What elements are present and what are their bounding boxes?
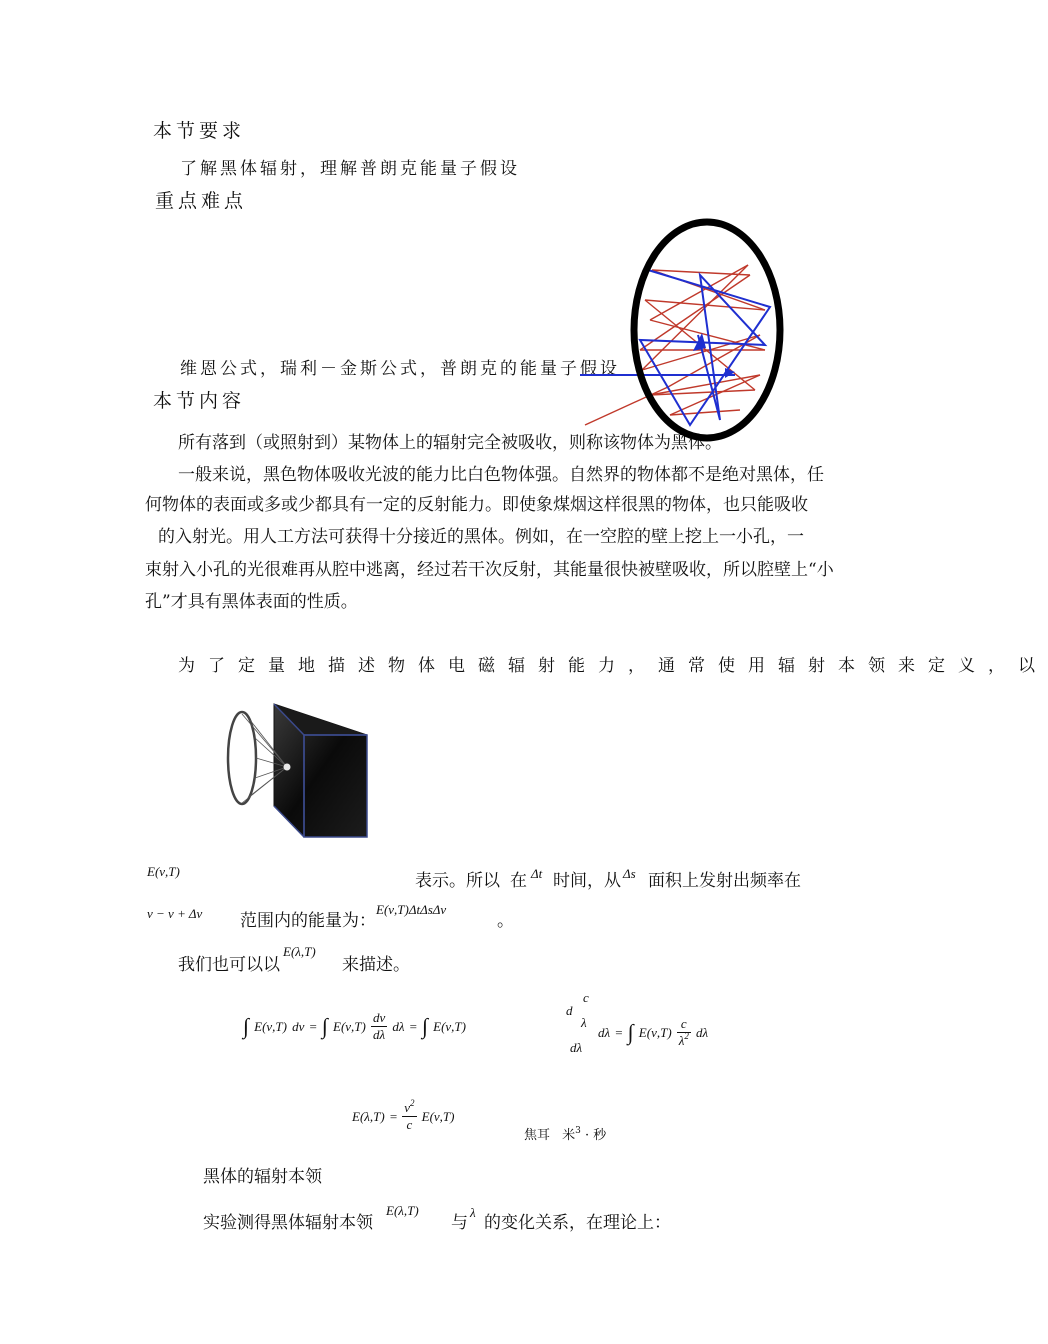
text-fragment: 与 (451, 1213, 468, 1233)
heading-content: 本节内容 (153, 390, 246, 412)
text-fragment: 实验测得黑体辐射本领 (203, 1213, 373, 1233)
text-fragment: 的变化关系，在理论上： (484, 1213, 671, 1233)
unit-meter: 米 (562, 1128, 576, 1143)
paragraph-line: 一般来说，黑色物体吸收光波的能力比白色物体强。自然界的物体都不是绝对黑体，任 (178, 465, 824, 485)
paragraph-line: 何物体的表面或多或少都具有一定的反射能力。即使象煤烟这样很黑的物体，也只能吸收 (145, 495, 808, 515)
bb-title: 黑体的辐射本领 (203, 1167, 322, 1187)
equals-sign: = (615, 1025, 623, 1040)
math-term: dλ (598, 1025, 611, 1040)
text-fragment: 。 (497, 911, 514, 931)
math-term: E(ν,T) (333, 1019, 366, 1034)
lambda-equation (352, 1100, 454, 1133)
unit-label (524, 1124, 606, 1143)
math-ds: Δs (623, 866, 636, 881)
unit-exponent: 3 (575, 1126, 581, 1136)
blackbody-box-diagram (220, 700, 375, 840)
heading-requirements: 本节要求 (153, 120, 246, 142)
requirements-text: 了解黑体辐射，理解普朗克能量子假设 (180, 159, 520, 179)
numerator: c (677, 1016, 691, 1033)
text-fragment: 来描述。 (342, 955, 410, 975)
text-fragment: 范围内的能量为： (240, 911, 376, 931)
text-fragment: 时间，从 (553, 871, 621, 891)
exponent: 2 (410, 1098, 415, 1108)
math-energy: E(ν,T)ΔtΔsΔν (376, 902, 447, 917)
paragraph-line: 束射入小孔的光很难再从腔中逃离，经过若干次反射，其能量很快被壁吸收，所以腔壁上“小 (145, 560, 834, 580)
integral-sign: ∫ (321, 1013, 328, 1039)
math-c: c (583, 990, 589, 1005)
fraction (677, 1016, 691, 1049)
text-fragment: 表示。所以 (415, 871, 500, 891)
math-term: ν (404, 1100, 411, 1115)
cavity-diagram (580, 215, 790, 445)
paragraph-definition: 所有落到（或照射到）某物体上的辐射完全被吸收，则称该物体为黑体。 (178, 433, 722, 453)
math-d: d (566, 1003, 573, 1018)
math-lambda: λ (470, 1205, 476, 1220)
equals-sign: = (309, 1019, 317, 1034)
denominator: c (406, 1117, 413, 1132)
denominator (677, 1033, 691, 1049)
math-term: dλ (392, 1019, 405, 1034)
numerator: dν (372, 1010, 386, 1025)
math-dt: Δt (531, 866, 543, 881)
math-term: E(λ,T) (352, 1109, 385, 1124)
math-term: E(ν,T) (433, 1019, 466, 1034)
integral-equation-tail (598, 1016, 708, 1049)
math-term: E(ν,T) (254, 1019, 287, 1034)
blue-rays (580, 270, 770, 425)
math-E-lambda-T: E(λ,T) (386, 1203, 419, 1218)
integral-sign: ∫ (422, 1013, 429, 1039)
integral-sign: ∫ (627, 1019, 634, 1045)
paragraph-radiance: 为了定量地描述物体电磁辐射能力，通常使用辐射本领来定义，以 (178, 656, 1048, 676)
fraction (402, 1100, 416, 1133)
denominator: dλ (373, 1027, 386, 1042)
math-E-lambda-T: E(λ,T) (283, 944, 316, 959)
equals-sign: = (409, 1019, 417, 1034)
math-term: dν (292, 1019, 305, 1034)
math-lambda: λ (581, 1015, 587, 1030)
paragraph-line: 的入射光。用人工方法可获得十分接近的黑体。例如，在一空腔的壁上挖上一小孔，一 (158, 527, 804, 547)
equals-sign: = (389, 1109, 398, 1124)
unit-joule: 焦耳 (524, 1128, 551, 1143)
paragraph-line: 孔”才具有黑体表面的性质。 (145, 592, 358, 612)
math-dlambda: dλ (570, 1040, 583, 1055)
hole-dot (284, 764, 291, 771)
math-range: ν − ν + Δν (147, 906, 203, 921)
text-fragment: 在 (510, 871, 527, 891)
math-term: dλ (695, 1025, 709, 1040)
key-points-text: 维恩公式，瑞利－金斯公式，普朗克的能量子假设 (180, 359, 620, 379)
math-E-nu-T: E(ν,T) (147, 864, 180, 879)
text-fragment: 面积上发射出频率在 (648, 871, 801, 891)
heading-key-points: 重点难点 (155, 190, 248, 212)
fraction (371, 1010, 387, 1043)
numerator (402, 1100, 416, 1117)
text-fragment: 我们也可以以 (178, 955, 280, 975)
math-term: λ (678, 1033, 685, 1048)
math-term: E(ν,T) (421, 1109, 455, 1124)
unit-second: · 秒 (585, 1128, 607, 1143)
exponent: 2 (684, 1031, 689, 1041)
integral-sign: ∫ (243, 1013, 250, 1039)
integral-equation (243, 1010, 466, 1043)
math-term: E(ν,T) (638, 1025, 672, 1040)
